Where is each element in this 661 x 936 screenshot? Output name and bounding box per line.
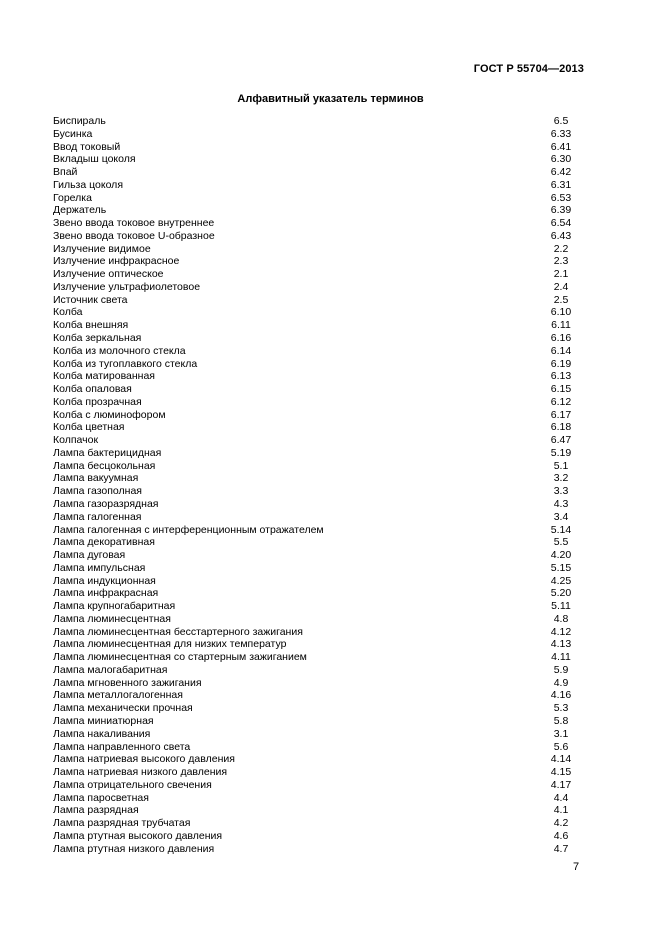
list-item <box>53 664 578 677</box>
list-item <box>53 498 578 511</box>
term-reference: 4.6 <box>553 829 569 842</box>
list-item <box>53 370 578 383</box>
list-item <box>53 421 578 434</box>
term-reference: 5.20 <box>550 587 572 600</box>
term-name: Лампа дуговая <box>53 549 126 562</box>
term-reference: 4.14 <box>550 753 572 766</box>
term-reference: 2.4 <box>553 280 569 293</box>
term-name: Колба матированная <box>53 370 155 383</box>
list-item <box>53 281 578 294</box>
list-item <box>53 179 578 192</box>
term-reference: 6.41 <box>550 140 572 153</box>
term-reference: 6.54 <box>550 217 572 230</box>
term-name: Лампа люминесцентная бесстартерного зажигания <box>53 625 303 638</box>
list-item <box>53 358 578 371</box>
term-name: Лампа разрядная трубчатая <box>53 817 191 830</box>
term-reference: 6.10 <box>550 306 572 319</box>
list-item <box>53 766 578 779</box>
term-name: Колба <box>53 306 83 319</box>
list-item <box>53 115 578 128</box>
list-item <box>53 294 578 307</box>
term-name: Лампа газоразрядная <box>53 497 159 510</box>
list-item <box>53 830 578 843</box>
term-reference: 6.53 <box>550 191 572 204</box>
term-name: Лампа натриевая низкого давления <box>53 766 228 779</box>
term-name: Лампа индукционная <box>53 574 156 587</box>
term-name: Лампа крупногабаритная <box>53 600 176 613</box>
term-reference: 6.33 <box>550 127 572 140</box>
term-name: Лампа декоративная <box>53 536 155 549</box>
term-name: Колба цветная <box>53 421 125 434</box>
list-item <box>53 715 578 728</box>
list-item <box>53 702 578 715</box>
term-name: Лампа инфракрасная <box>53 587 159 600</box>
term-reference: 2.3 <box>553 255 569 268</box>
list-item <box>53 204 578 217</box>
term-reference: 4.16 <box>550 689 572 702</box>
term-name: Лампа отрицательного свечения <box>53 778 212 791</box>
term-name: Лампа натриевая высокого давления <box>53 753 235 766</box>
list-item <box>53 549 578 562</box>
term-name: Лампа ртутная высокого давления <box>53 829 223 842</box>
term-name: Лампа люминесцентная <box>53 612 171 625</box>
term-name: Биспираль <box>53 115 106 127</box>
list-item <box>53 409 578 422</box>
term-reference: 5.3 <box>553 702 569 715</box>
list-item <box>53 141 578 154</box>
list-item <box>53 753 578 766</box>
list-item <box>53 638 578 651</box>
term-reference: 6.16 <box>550 332 572 345</box>
list-item <box>53 741 578 754</box>
list-item <box>53 230 578 243</box>
term-reference: 2.5 <box>553 293 569 306</box>
term-reference: 4.4 <box>553 791 569 804</box>
term-reference: 4.1 <box>553 804 569 817</box>
list-item <box>53 728 578 741</box>
term-name: Лампа паросветная <box>53 791 149 804</box>
term-name: Лампа люминесцентная для низких температур <box>53 638 287 651</box>
list-item <box>53 306 578 319</box>
term-name: Колба из молочного стекла <box>53 344 186 357</box>
term-name: Лампа галогенная <box>53 510 142 523</box>
term-reference: 3.2 <box>553 472 569 485</box>
term-reference: 5.8 <box>553 714 569 727</box>
term-name: Звено ввода токовое U-образное <box>53 229 215 242</box>
term-name: Лампа люминесцентная со стартерным зажиганием <box>53 651 307 664</box>
list-item <box>53 447 578 460</box>
list-item <box>53 153 578 166</box>
list-item <box>53 677 578 690</box>
term-reference: 5.6 <box>553 740 569 753</box>
term-reference: 6.42 <box>550 166 572 179</box>
list-item <box>53 587 578 600</box>
term-name: Лампа импульсная <box>53 561 146 574</box>
term-reference: 6.15 <box>550 383 572 396</box>
term-reference: 6.18 <box>550 421 572 434</box>
list-item <box>53 792 578 805</box>
term-reference: 5.1 <box>553 459 569 472</box>
document-code: ГОСТ Р 55704—2013 <box>473 63 584 75</box>
term-reference: 5.11 <box>551 600 571 613</box>
term-name: Гильза цоколя <box>53 178 123 191</box>
term-name: Колба прозрачная <box>53 395 142 408</box>
term-name: Лампа бесцокольная <box>53 459 156 472</box>
term-reference: 4.9 <box>553 676 569 689</box>
term-name: Горелка <box>53 191 92 204</box>
list-item <box>53 524 578 537</box>
term-reference: 5.15 <box>550 561 572 574</box>
term-reference: 6.30 <box>550 153 572 166</box>
term-reference: 4.17 <box>550 778 572 791</box>
term-reference: 2.2 <box>553 242 569 255</box>
term-reference: 6.5 <box>553 115 569 127</box>
term-name: Лампа ртутная низкого давления <box>53 842 215 855</box>
term-name: Лампа бактерицидная <box>53 446 162 459</box>
list-item <box>53 434 578 447</box>
list-item <box>53 562 578 575</box>
term-reference: 4.15 <box>550 766 572 779</box>
term-name: Излучение ультрафиолетовое <box>53 280 201 293</box>
term-reference: 4.20 <box>550 549 572 562</box>
term-name: Колпачок <box>53 434 99 447</box>
term-reference: 6.19 <box>550 357 572 370</box>
term-reference: 3.3 <box>553 485 569 498</box>
term-reference: 6.17 <box>550 408 572 421</box>
term-index-list <box>53 115 578 855</box>
list-item <box>53 268 578 281</box>
page-title: Алфавитный указатель терминов <box>237 93 424 105</box>
list-item <box>53 511 578 524</box>
term-name: Лампа мгновенного зажигания <box>53 676 202 689</box>
term-reference: 6.39 <box>550 204 572 217</box>
term-name: Лампа механически прочная <box>53 702 193 715</box>
term-name: Лампа металлогалогенная <box>53 689 183 702</box>
term-reference: 4.8 <box>553 612 569 625</box>
term-name: Источник света <box>53 293 128 306</box>
list-item <box>53 319 578 332</box>
term-reference: 5.5 <box>553 536 569 549</box>
term-reference: 5.14 <box>550 523 572 536</box>
term-name: Колба внешняя <box>53 319 129 332</box>
term-reference: 6.31 <box>550 178 572 191</box>
list-item <box>53 817 578 830</box>
term-name: Лампа газополная <box>53 485 142 498</box>
term-reference: 4.3 <box>553 497 569 510</box>
term-reference: 6.11 <box>551 319 571 332</box>
list-item <box>53 485 578 498</box>
term-name: Лампа малогабаритная <box>53 663 168 676</box>
list-item <box>53 575 578 588</box>
list-item <box>53 217 578 230</box>
list-item <box>53 689 578 702</box>
list-item <box>53 651 578 664</box>
term-reference: 5.19 <box>550 446 572 459</box>
list-item <box>53 626 578 639</box>
term-name: Колба опаловая <box>53 383 132 396</box>
term-reference: 5.9 <box>553 663 569 676</box>
page-number: 7 <box>573 861 580 873</box>
list-item <box>53 804 578 817</box>
list-item <box>53 779 578 792</box>
term-reference: 4.11 <box>551 651 571 664</box>
term-reference: 3.4 <box>553 510 569 523</box>
term-name: Лампа миниатюрная <box>53 714 154 727</box>
term-name: Излучение видимое <box>53 242 151 255</box>
term-name: Колба зеркальная <box>53 332 142 345</box>
list-item <box>53 613 578 626</box>
list-item <box>53 460 578 473</box>
term-name: Излучение оптическое <box>53 268 164 281</box>
list-item <box>53 396 578 409</box>
term-reference: 4.12 <box>550 625 572 638</box>
term-name: Лампа разрядная <box>53 804 139 817</box>
term-reference: 4.13 <box>550 638 572 651</box>
term-reference: 6.43 <box>550 229 572 242</box>
list-item <box>53 166 578 179</box>
list-item <box>53 383 578 396</box>
list-item <box>53 472 578 485</box>
term-reference: 4.7 <box>553 842 569 855</box>
term-name: Колба с люминофором <box>53 408 166 421</box>
list-item <box>53 843 578 856</box>
list-item <box>53 192 578 205</box>
term-name: Лампа вакуумная <box>53 472 139 485</box>
term-reference: 6.12 <box>550 395 572 408</box>
term-reference: 3.1 <box>553 727 569 740</box>
term-name: Впай <box>53 166 78 179</box>
term-reference: 2.1 <box>553 268 569 281</box>
term-name: Держатель <box>53 204 107 217</box>
term-name: Вкладыш цоколя <box>53 153 136 166</box>
term-name: Бусинка <box>53 127 93 140</box>
term-reference: 4.25 <box>550 574 572 587</box>
term-name: Звено ввода токовое внутреннее <box>53 217 215 230</box>
list-item <box>53 600 578 613</box>
list-item <box>53 345 578 358</box>
term-name: Лампа галогенная с интерференционным отражателем <box>53 523 324 536</box>
term-name: Ввод токовый <box>53 140 121 153</box>
term-name: Лампа направленного света <box>53 740 191 753</box>
term-reference: 6.14 <box>550 344 572 357</box>
term-name: Колба из тугоплавкого стекла <box>53 357 198 370</box>
term-reference: 6.13 <box>550 370 572 383</box>
list-item <box>53 332 578 345</box>
term-name: Излучение инфракрасное <box>53 255 180 268</box>
list-item <box>53 243 578 256</box>
list-item <box>53 128 578 141</box>
term-name: Лампа накаливания <box>53 727 151 740</box>
term-reference: 4.2 <box>553 817 569 830</box>
list-item <box>53 255 578 268</box>
term-reference: 6.47 <box>550 434 572 447</box>
list-item <box>53 536 578 549</box>
